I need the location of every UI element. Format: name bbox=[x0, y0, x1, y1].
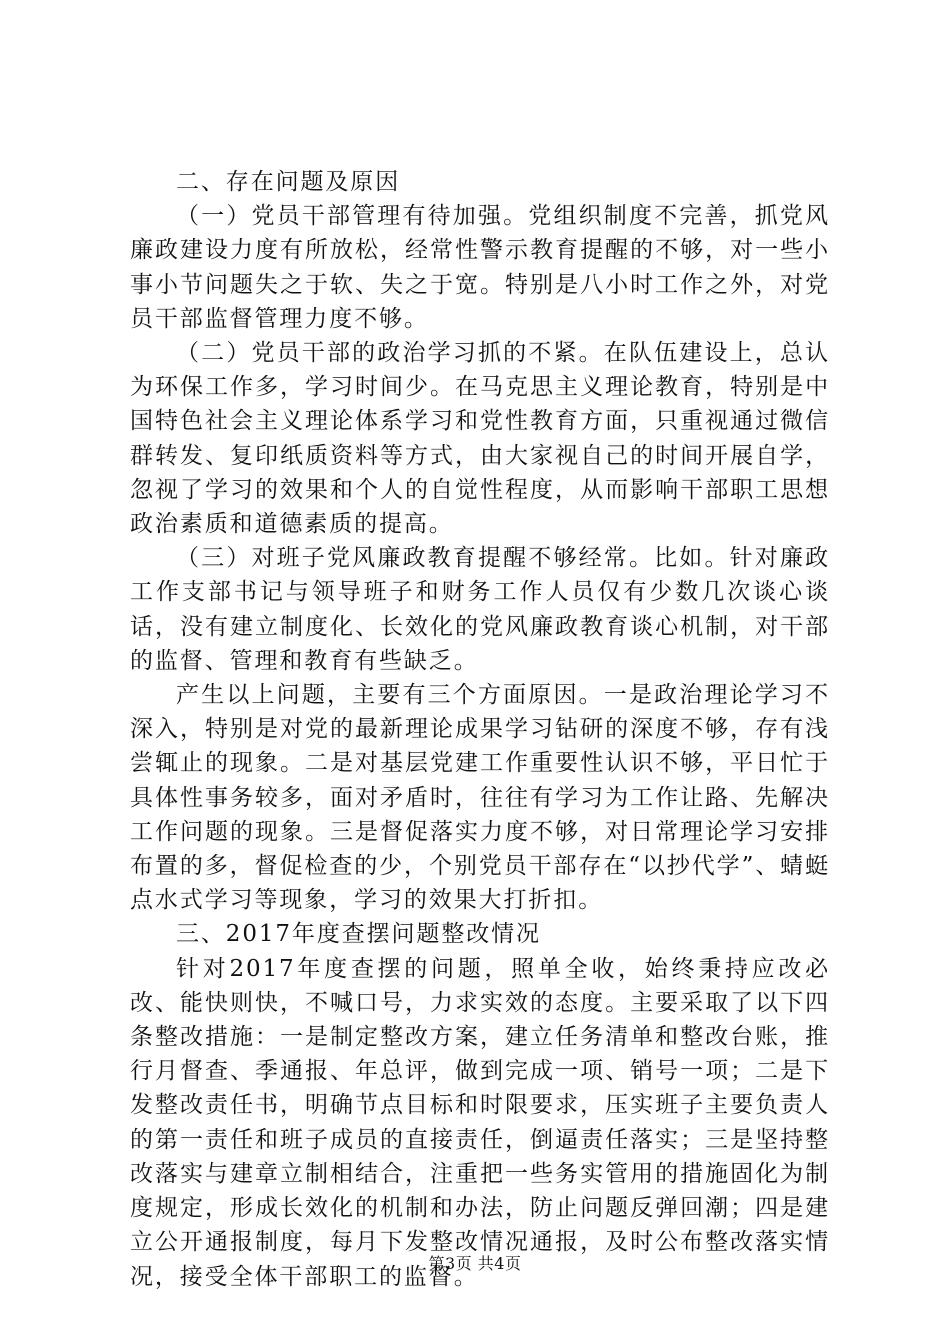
section-heading-rectification: 三、2017年度查摆问题整改情况 bbox=[176, 921, 541, 948]
paragraph-integrity-education: （三）对班子党风廉政教育提醒不够经常。比如。针对廉政工作支部书记与领导班子和财务工作人员仅有少数几次谈心谈话，没有建立制度化、长效化的党风廉政教育谈心机制，对干部的监督、管理和教育有些缺乏。 bbox=[130, 545, 830, 674]
section-heading-problems: 二、存在问题及原因 bbox=[176, 169, 401, 195]
paragraph-political-study: （二）党员干部的政治学习抓的不紧。在队伍建设上，总认为环保工作多，学习时间少。在马克思主义理论教育，特别是中国特色社会主义理论体系学习和党性教育方面，只重视通过微信群转发、复印纸质资料等方式，由大家视自己的时间开展自学，忽视了学习的效果和个人的自觉性程度，从而影响干部职工思想政治素质和道德素质的提高。 bbox=[130, 340, 830, 538]
document-body bbox=[130, 165, 830, 1294]
paragraph-causes: 产生以上问题，主要有三个方面原因。一是政治理论学习不深入，特别是对党的最新理论成果学习钻研的深度不够，存有浅尝辄止的现象。二是对基层党建工作重要性认识不够，平日忙于具体性事务较多，面对矛盾时，往往有学习为工作让路、先解决工作问题的现象。三是督促落实力度不够，对日常理论学习安排布置的多，督促检查的少，个别党员干部存在“以抄代学”、蜻蜓点水式学习等现象，学习的效果大打折扣。 bbox=[130, 682, 830, 914]
paragraph-rectification-measures: 针对2017年度查摆的问题，照单全收，始终秉持应改必改、能快则快，不喊口号，力求实效的态度。主要采取了以下四条整改措施：一是制定整改方案，建立任务清单和整改台账，推行月督查、季通报、年总评，做到完成一项、销号一项；二是下发整改责任书，明确节点目标和时限要求，压实班子主要负责人的第一责任和班子成员的直接责任，倒逼责任落实；三是坚持整改落实与建章立制相结合，注重把一些务实管用的措施固化为制度规定，形成长效化的机制和办法，防止问题反弹回潮；四是建立公开通报制度，每月下发整改情况通报，及时公布整改落实情况，接受全体干部职工的监督。 bbox=[130, 955, 830, 1290]
page-number-footer: 第3页 共4页 bbox=[428, 1254, 522, 1273]
paragraph-cadre-management: （一）党员干部管理有待加强。党组织制度不完善，抓党风廉政建设力度有所放松，经常性警示教育提醒的不够，对一些小事小节问题失之于软、失之于宽。特别是八小时工作之外，对党员干部监督管理力度不够。 bbox=[130, 203, 830, 332]
